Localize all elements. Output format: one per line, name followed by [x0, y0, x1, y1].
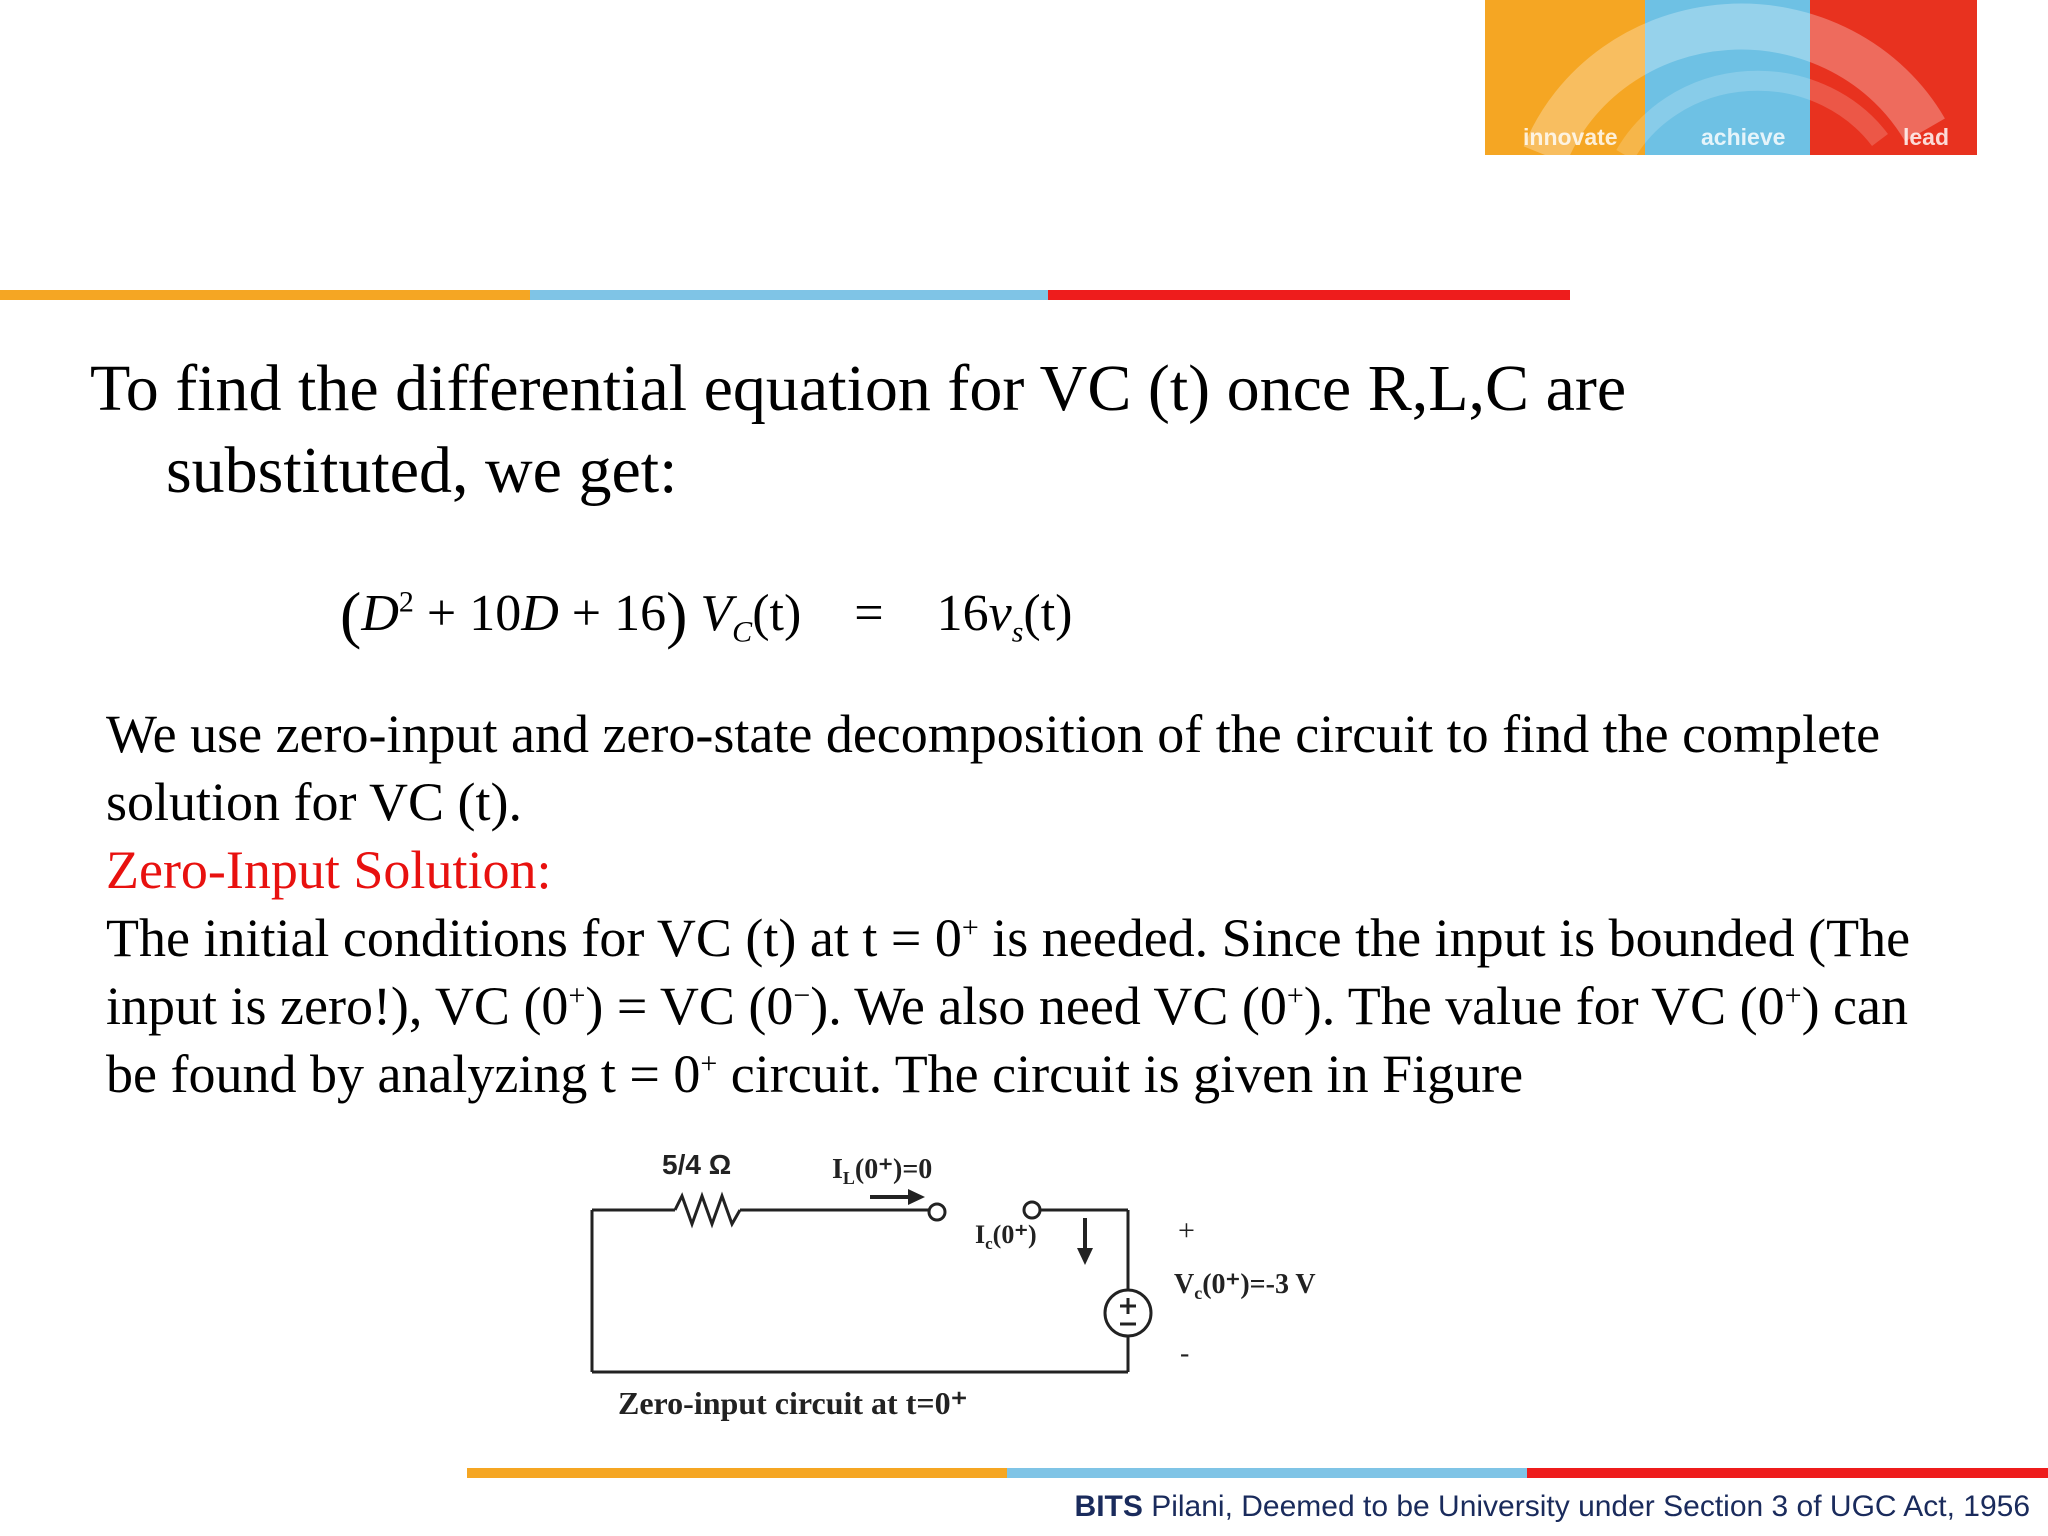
slide-heading: To find the differential equation for VC (t) once R,L,C are substituted, we get:: [90, 352, 1627, 507]
footer-rest: Pilani, Deemed to be University under Section 3 of UGC Act, 1956: [1142, 1490, 2030, 1523]
plus-sign: +: [1178, 1214, 1195, 1247]
eq-t-arg: (t): [752, 585, 802, 642]
eq-term-16: + 16: [558, 585, 667, 642]
bits-logo-banner: [1485, 0, 1977, 155]
resistor-label: 5/4 Ω: [662, 1149, 732, 1180]
eq-rhs-v: v: [988, 585, 1012, 642]
eq-close-paren: ): [666, 579, 688, 650]
logo-word-achieve: achieve: [1701, 124, 1786, 150]
logo-word-innovate: innovate: [1523, 124, 1618, 150]
ic-arrow-head: [1077, 1248, 1093, 1265]
body-paragraph-1: We use zero-input and zero-state decomposition of the circuit to find the complete solution for VC (t).: [106, 704, 1881, 832]
divider-blue: [530, 290, 1048, 300]
differential-equation: [340, 578, 1072, 652]
eq-rhs-sub: s: [1011, 615, 1024, 649]
eq-vc: V: [700, 585, 733, 642]
vc-label: $V_c(0^+)=-3$ V: [1174, 1269, 1316, 1303]
divider-red: [1048, 290, 1570, 300]
footer-bits: BITS: [1074, 1490, 1143, 1523]
divider-orange: [0, 290, 530, 300]
minus-sign: -: [1180, 1338, 1190, 1369]
bottom-divider-orange: [467, 1468, 1007, 1478]
bottom-divider-red: [1527, 1468, 2048, 1478]
eq-equals: =: [854, 585, 884, 642]
gear-arc-icon: [1485, 0, 1977, 155]
bottom-divider-blue: [1007, 1468, 1527, 1478]
ic-label: $I_c(0^+)$: [975, 1220, 1037, 1253]
eq-open-paren: (: [340, 579, 362, 650]
eq-d: D: [521, 585, 559, 642]
il-label: $I_L(0^+)=0$: [832, 1154, 933, 1188]
bottom-divider-bar: [467, 1468, 2048, 1478]
terminal-left: [929, 1204, 945, 1220]
terminal-right: [1024, 1202, 1040, 1218]
eq-rhs-coef: 16: [936, 585, 989, 642]
il-arrow-head: [908, 1189, 925, 1205]
footer-text: [1075, 1490, 2030, 1524]
eq-rhs-arg: (t): [1023, 585, 1073, 642]
top-divider-bar: [0, 290, 1570, 300]
eq-d-squared: D: [361, 585, 399, 642]
logo-word-lead: lead: [1903, 124, 1950, 150]
circuit-caption: Zero-input circuit at t=0⁺: [618, 1385, 968, 1421]
resistor-zigzag: [675, 1196, 740, 1224]
zero-input-subheading: Zero-Input Solution:: [106, 840, 552, 900]
eq-term-10: + 10: [413, 585, 522, 642]
zero-input-circuit-diagram: [580, 1140, 1440, 1430]
eq-vc-sub: C: [732, 615, 753, 649]
body-paragraph-2: The initial conditions for VC (t) at t = 0+ is needed. Since the input is bounded (The input is zero!), VC (0+) = VC (0−). We also need VC (0+). The value for VC (0+) can be found by analyzing t = 0+ circuit. The circuit is given in Figure: [106, 908, 1911, 1104]
eq-exponent: 2: [398, 585, 414, 619]
